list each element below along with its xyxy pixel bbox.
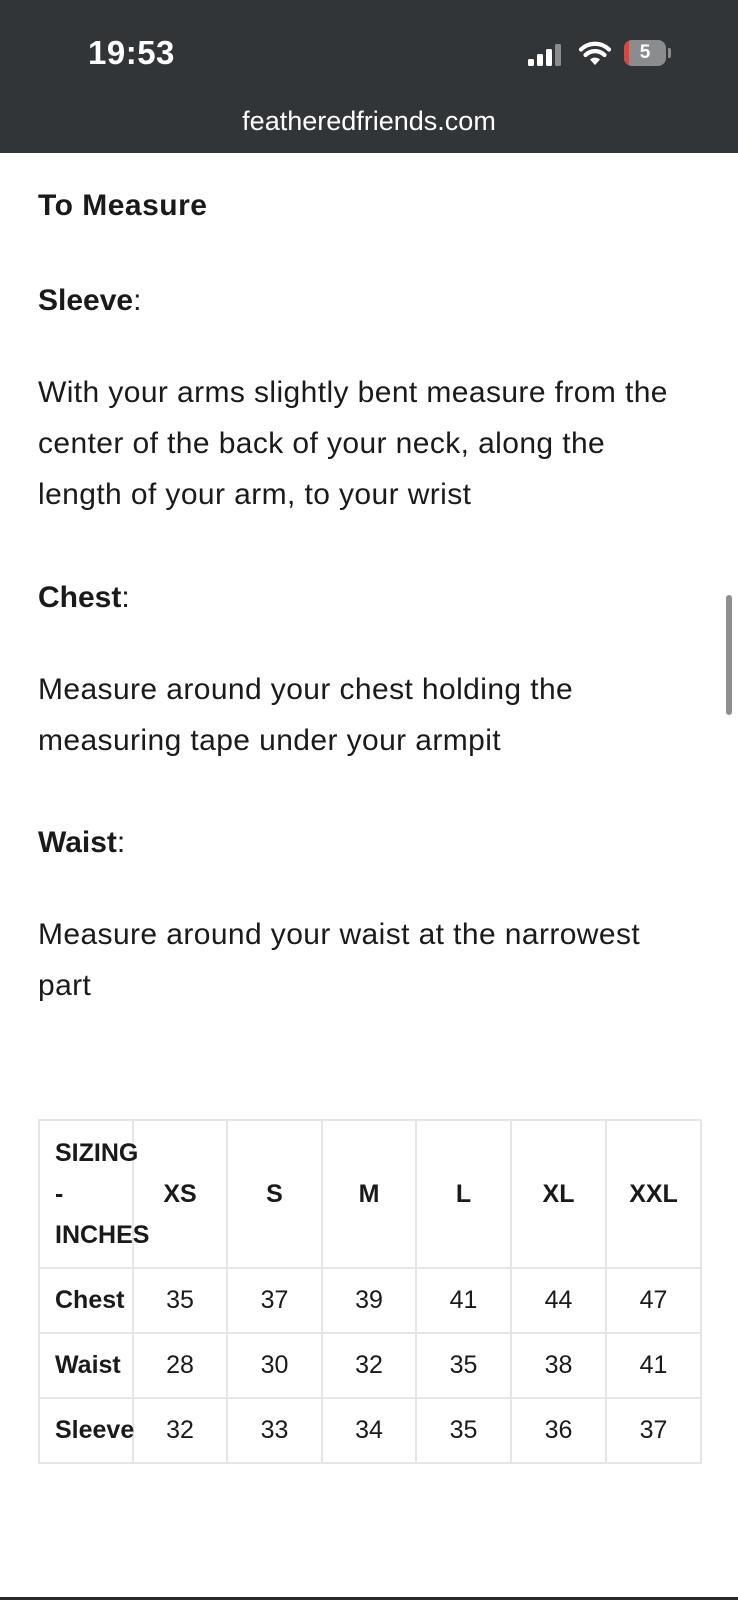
sleeve-instructions: With your arms slightly bent measure from the center of the back of your neck, along the length of your arm, to your wrist [38,376,668,511]
table-cell: 32 [322,1333,416,1398]
table-row-waist [39,1333,701,1398]
table-cell: 41 [606,1333,701,1398]
waist-label: Waist: [38,826,126,859]
table-cell: 35 [416,1398,511,1463]
table-cell: 35 [416,1333,511,1398]
waist-instructions: Measure around your waist at the narrowest part [38,918,641,1002]
table-cell: 37 [606,1398,701,1463]
status-time: 19:53 [88,34,175,71]
table-cell: 35 [133,1268,227,1333]
table-cell: 28 [133,1333,227,1398]
size-header-l: L [416,1120,511,1268]
table-cell: 30 [227,1333,322,1398]
size-header-s: S [227,1120,322,1268]
table-cell: 34 [322,1398,416,1463]
size-header-xxl: XXL [606,1120,701,1268]
table-cell: 32 [133,1398,227,1463]
size-header-xs: XS [133,1120,227,1268]
battery-level: 5 [639,42,651,63]
table-cell: 41 [416,1268,511,1333]
size-header-m: M [322,1120,416,1268]
row-label: Chest [39,1268,133,1333]
table-cell: 39 [322,1268,416,1333]
table-row-chest [39,1268,701,1333]
status-bar [0,0,738,153]
table-cell: 44 [511,1268,606,1333]
row-label: Waist [39,1333,133,1398]
sizing-inches-header: SIZING - INCHES [39,1120,133,1268]
address-bar-url[interactable]: featheredfriends.com [242,106,496,136]
table-cell: 47 [606,1268,701,1333]
table-cell: 33 [227,1398,322,1463]
battery-icon [624,40,672,68]
size-chart-table [38,1119,702,1464]
cellular-signal-icon [528,44,562,66]
sleeve-label: Sleeve: [38,284,142,317]
table-cell: 37 [227,1268,322,1333]
table-header-row [39,1120,701,1268]
size-header-xl: XL [511,1120,606,1268]
table-cell: 36 [511,1398,606,1463]
row-label: Sleeve [39,1398,133,1463]
page-heading: To Measure [38,189,208,222]
scroll-indicator[interactable] [726,595,732,715]
chest-instructions: Measure around your chest holding the measuring tape under your armpit [38,673,574,757]
chest-label: Chest: [38,581,130,614]
table-cell: 38 [511,1333,606,1398]
wifi-icon [578,40,612,66]
table-row-sleeve [39,1398,701,1463]
